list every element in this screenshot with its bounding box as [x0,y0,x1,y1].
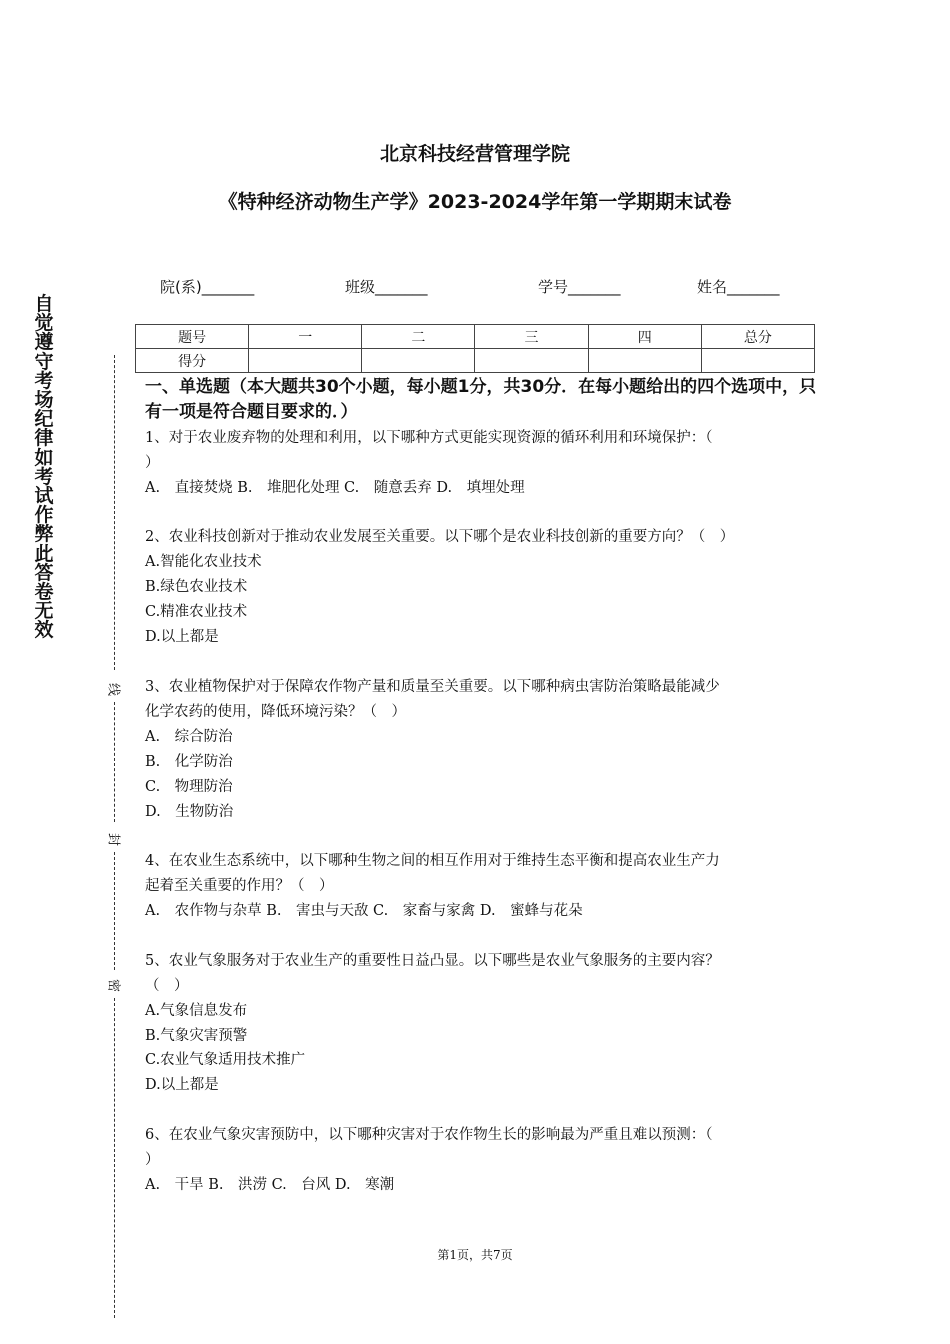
score-cell[interactable] [701,349,814,373]
question-option: B. 化学防治 [145,754,233,770]
question-line: 化学农药的使用，降低环境污染？（ ） [145,704,406,720]
question-option: A.智能化农业技术 [145,554,262,570]
question-option: C.精准农业技术 [145,604,248,620]
question-option: B.绿色农业技术 [145,579,248,595]
score-header-cell: 一 [249,325,362,349]
score-row-label: 得分 [136,349,249,373]
question-options: A. 干旱 B. 洪涝 C. 台风 D. 寒潮 [145,1177,395,1193]
question-option: B.气象灾害预警 [145,1028,248,1044]
cut-line-label: 密 [105,978,121,992]
exam-title: 《特种经济动物生产学》2023-2024学年第一学期期末试卷 [218,191,732,213]
name-field: 姓名_______ [697,278,780,296]
question-option: A. 综合防治 [145,729,233,745]
department-field: 院(系)_______ [160,278,255,296]
score-table [135,324,815,373]
question-line: 2、农业科技创新对于推动农业发展至关重要。以下哪个是农业科技创新的重要方向？（ ） [145,529,735,545]
class-field: 班级_______ [345,278,428,296]
question-line: （ ） [145,978,189,994]
section-heading: 一、单选题（本大题共30个小题，每小题1分，共30分．在每小题给出的四个选项中，只有一项是符合题目要求的．） [145,377,817,422]
question-option: D.以上都是 [145,1077,219,1093]
question-option: D.以上都是 [145,629,219,645]
question-option: C. 物理防治 [145,779,233,795]
side-warning-text: 自觉遵守考场纪律如考试作弊此答卷无效 [34,293,54,642]
question-option: D. 生物防治 [145,804,234,820]
cut-line-segment [114,998,115,1318]
question-options: A. 农作物与杂草 B. 害虫与天敌 C. 家畜与家禽 D. 蜜蜂与花朵 [145,903,583,919]
score-cell[interactable] [475,349,588,373]
page-footer: 第1页，共7页 [437,1248,513,1262]
score-table-score-row [136,349,815,373]
score-header-cell: 三 [475,325,588,349]
question-line: ） [145,1152,160,1168]
question-line: 5、农业气象服务对于农业生产的重要性日益凸显。以下哪些是农业气象服务的主要内容？ [145,953,720,969]
score-table-header-row [136,325,815,349]
question-line: 3、农业植物保护对于保障农作物产量和质量至关重要。以下哪种病虫害防治策略最能减少 [145,679,720,695]
score-cell[interactable] [362,349,475,373]
score-header-cell: 二 [362,325,475,349]
score-header-cell: 总分 [701,325,814,349]
score-header-cell: 四 [588,325,701,349]
question-option: A.气象信息发布 [145,1003,248,1019]
question-line: 1、对于农业废弃物的处理和利用，以下哪种方式更能实现资源的循环利用和环境保护：（ [145,430,713,446]
score-cell[interactable] [588,349,701,373]
question-line: ） [145,455,160,471]
question-options: A. 直接焚烧 B. 堆肥化处理 C. 随意丢弃 D. 填埋处理 [145,480,525,496]
student-id-field: 学号_______ [538,278,621,296]
cut-line-segment [114,702,115,822]
question-option: C.农业气象适用技术推广 [145,1052,306,1068]
score-header-cell: 题号 [136,325,249,349]
question-line: 起着至关重要的作用？（ ） [145,878,334,894]
cut-line-segment [114,355,115,670]
score-cell[interactable] [249,349,362,373]
school-title: 北京科技经营管理学院 [379,143,570,165]
cut-line-label: 线 [105,682,121,696]
question-line: 6、在农业气象灾害预防中，以下哪种灾害对于农作物生长的影响最为严重且难以预测：（ [145,1127,713,1143]
cut-line-label: 封 [105,832,121,846]
cut-line-segment [114,852,115,970]
question-line: 4、在农业生态系统中，以下哪种生物之间的相互作用对于维持生态平衡和提高农业生产力 [145,853,720,869]
